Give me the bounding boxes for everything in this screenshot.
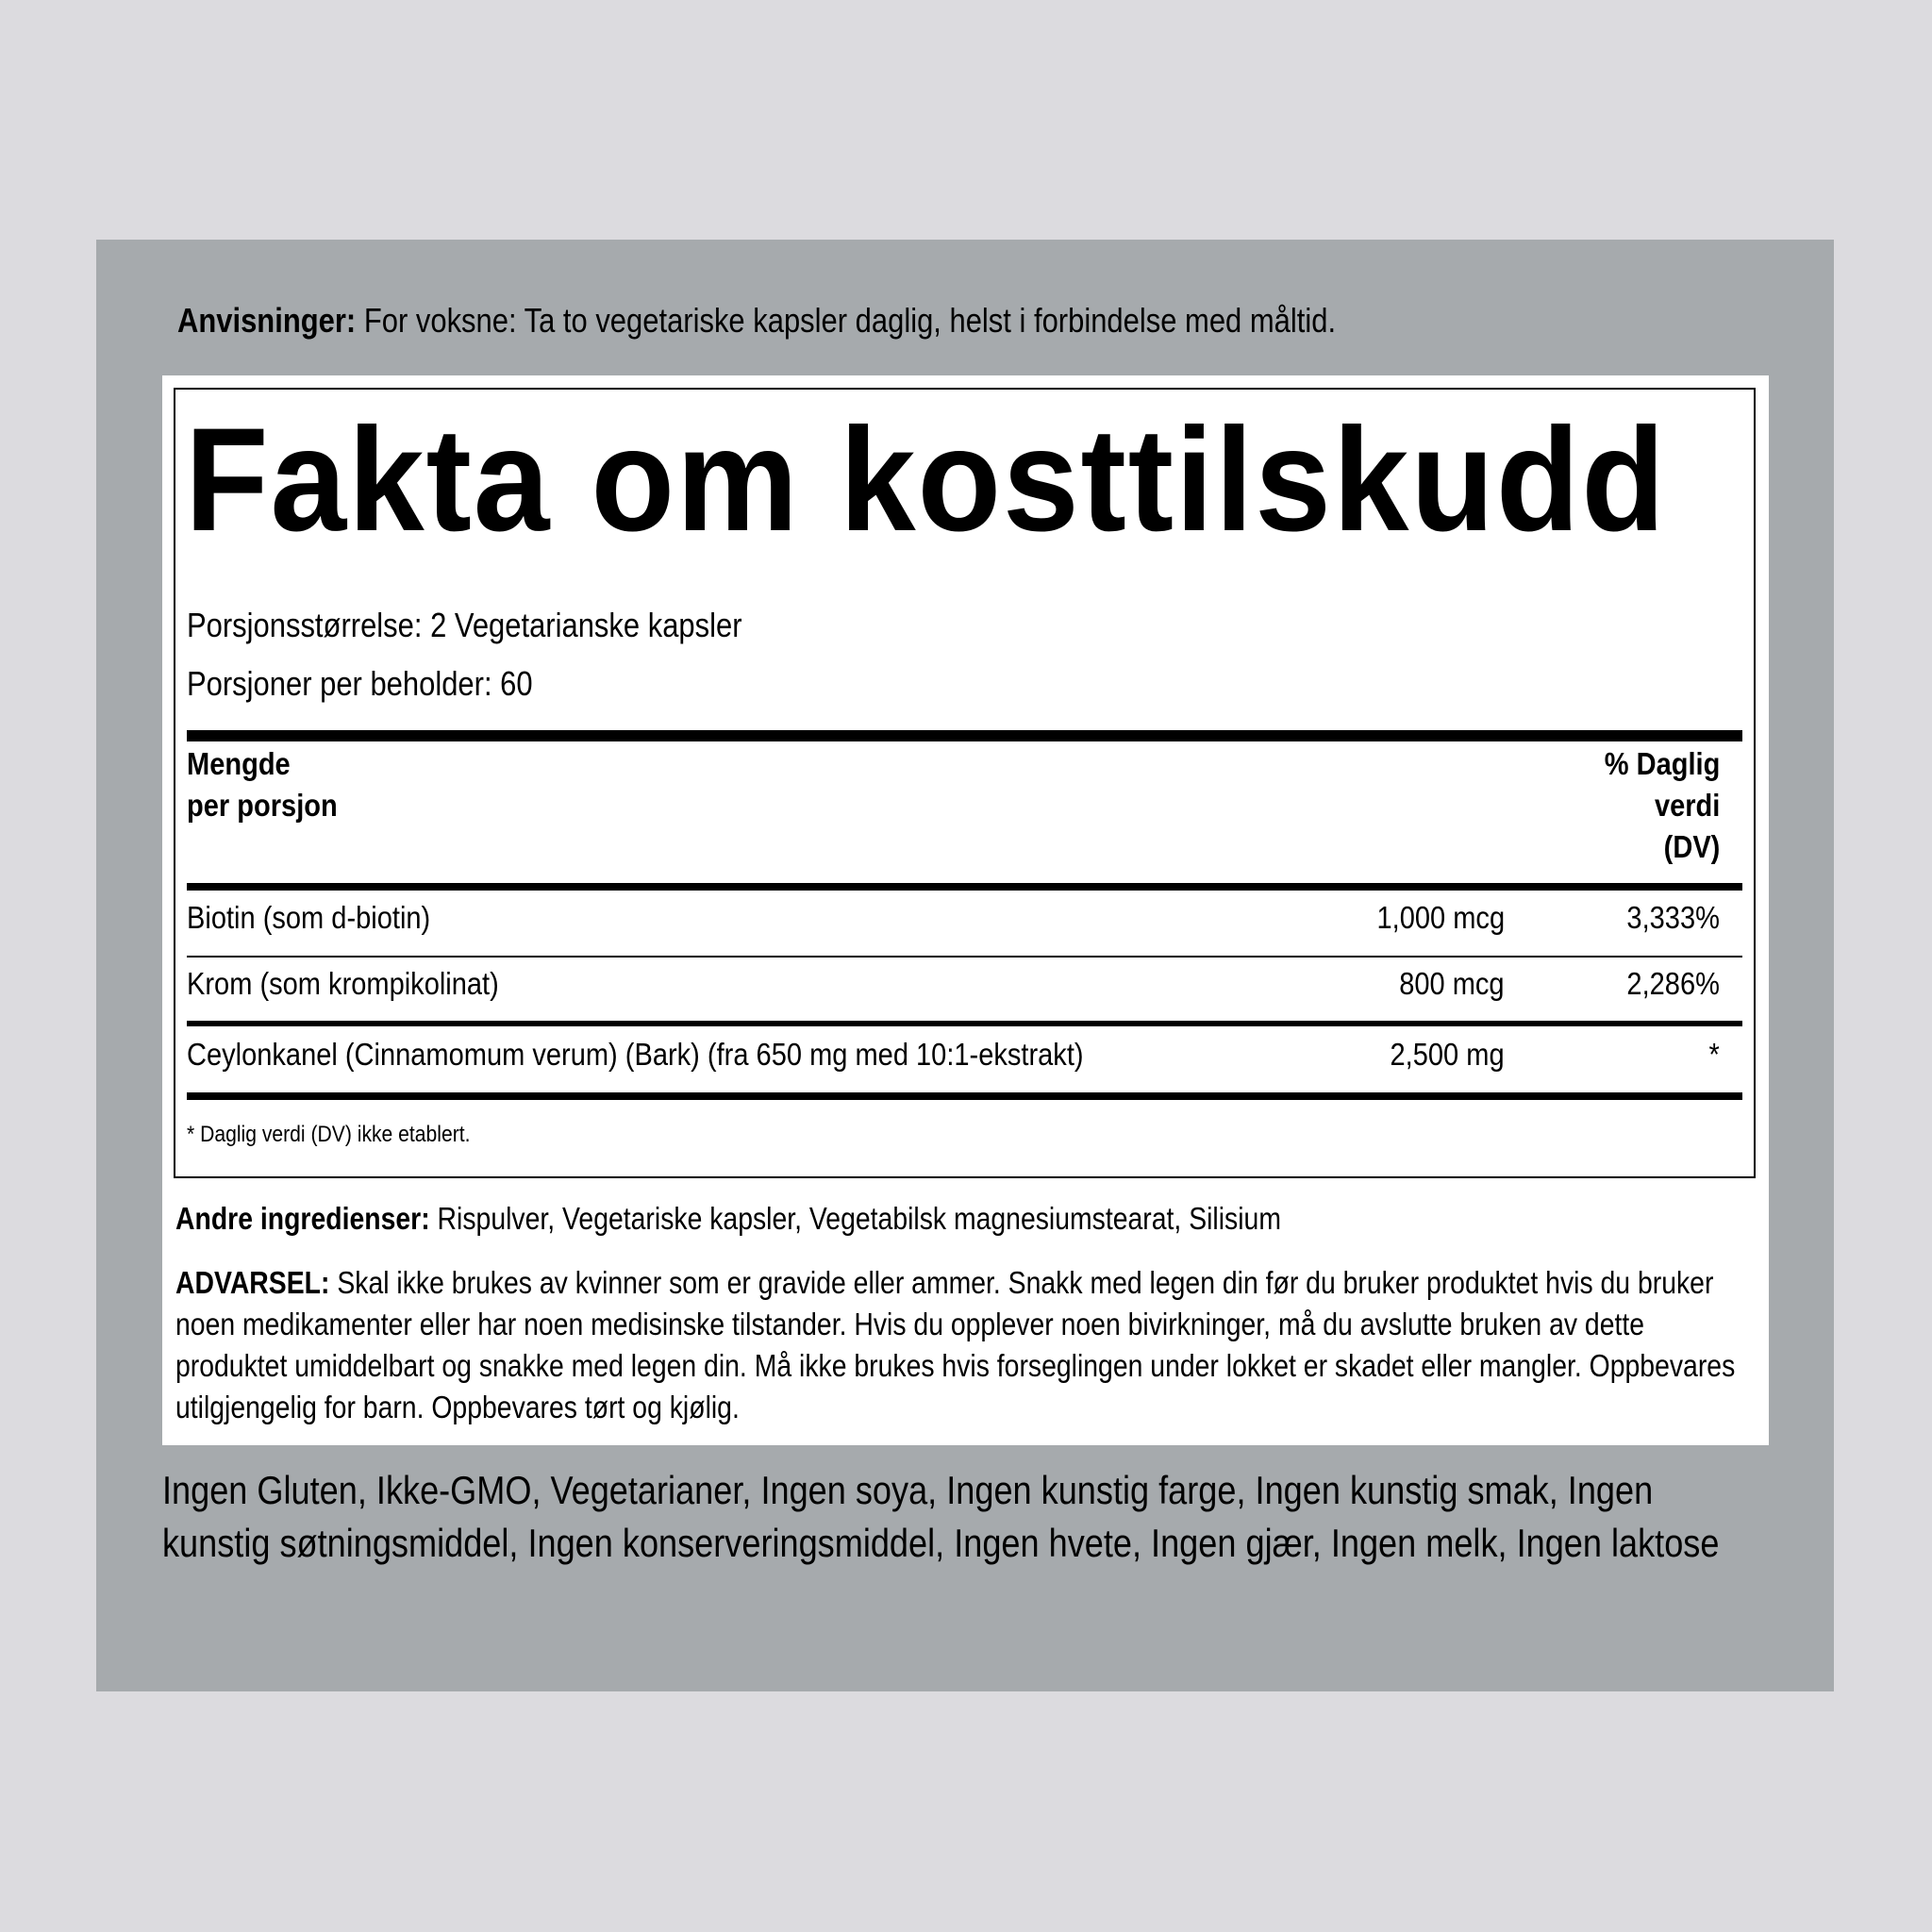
thick-rule-bottom [187, 1092, 1742, 1100]
dv-header-line-2: verdi [1654, 788, 1720, 823]
other-ingredients-text: Rispulver, Vegetariske kapsler, Vegetabilsk magnesiumstearat, Silisium [429, 1201, 1281, 1236]
thick-rule-header [187, 883, 1742, 891]
nutrient-name: Ceylonkanel (Cinnamomum verum) (Bark) (fra 650 mg med 10:1-ekstrakt) [187, 1037, 1084, 1072]
warning [175, 1262, 1749, 1428]
nutrient-amount: 800 mcg [1399, 966, 1505, 1001]
serving-size: Porsjonsstørrelse: 2 Vegetarianske kapsler [187, 606, 742, 644]
warning-text: Skal ikke brukes av kvinner som er gravide eller ammer. Snakk med legen din før du bruker produktet hvis du bruker noen medikamenter eller har noen medisinske tilstander. Hvis du opplever noen bivirkninger, må du avslutte bruken av dette produktet umiddelbart og snakke med legen din. Må ikke brukes hvis forseglingen under lokket er skadet eller mangler. Oppbevares utilgjengelig for barn. Oppbevares tørt og kjølig. [175, 1265, 1736, 1424]
amount-header-line-2: per porsjon [187, 788, 338, 823]
nutrient-name: Biotin (som d-biotin) [187, 900, 431, 935]
nutrient-daily-value: 3,333% [1626, 900, 1720, 935]
nutrient-row [187, 1031, 1742, 1078]
nutrient-amount: 1,000 mcg [1376, 900, 1505, 935]
free-from-claims: Ingen Gluten, Ikke-GMO, Vegetarianer, Ingen soya, Ingen kunstig farge, Ingen kunstig smak, Ingen kunstig søtningsmiddel, Ingen konserveringsmiddel, Ingen hvete, Ingen gjær, Ingen melk, Ingen laktose [162, 1468, 1720, 1565]
daily-value-header [1604, 743, 1720, 868]
other-ingredients-label: Andre ingredienser: [175, 1201, 430, 1236]
row-divider [187, 956, 1742, 958]
amount-per-serving-header [187, 743, 338, 826]
other-ingredients [175, 1200, 1281, 1238]
directions [177, 300, 1516, 341]
medium-rule [187, 1021, 1742, 1026]
nutrient-daily-value: 2,286% [1626, 966, 1720, 1001]
directions-text: For voksne: Ta to vegetariske kapsler daglig, helst i forbindelse med måltid. [356, 301, 1337, 340]
supplement-facts-title: Fakta om kosttilskudd [185, 398, 1667, 562]
nutrient-row [187, 960, 1742, 1008]
thick-rule-top [187, 730, 1742, 741]
daily-value-footnote: * Daglig verdi (DV) ikke etablert. [187, 1122, 471, 1147]
label-panel [96, 240, 1834, 1691]
label-content [162, 375, 1769, 1445]
dv-header-line-1: % Daglig [1604, 746, 1720, 781]
directions-label: Anvisninger: [177, 301, 357, 340]
nutrient-daily-value: * [1708, 1037, 1720, 1072]
servings-per-container: Porsjoner per beholder: 60 [187, 664, 533, 703]
warning-label: ADVARSEL: [175, 1265, 330, 1300]
dv-header-line-3: (DV) [1663, 829, 1720, 864]
amount-header-line-1: Mengde [187, 746, 291, 781]
nutrient-row [187, 894, 1742, 941]
nutrient-name: Krom (som krompikolinat) [187, 966, 499, 1001]
nutrient-amount: 2,500 mg [1390, 1037, 1505, 1072]
supplement-facts-panel [174, 388, 1756, 1178]
